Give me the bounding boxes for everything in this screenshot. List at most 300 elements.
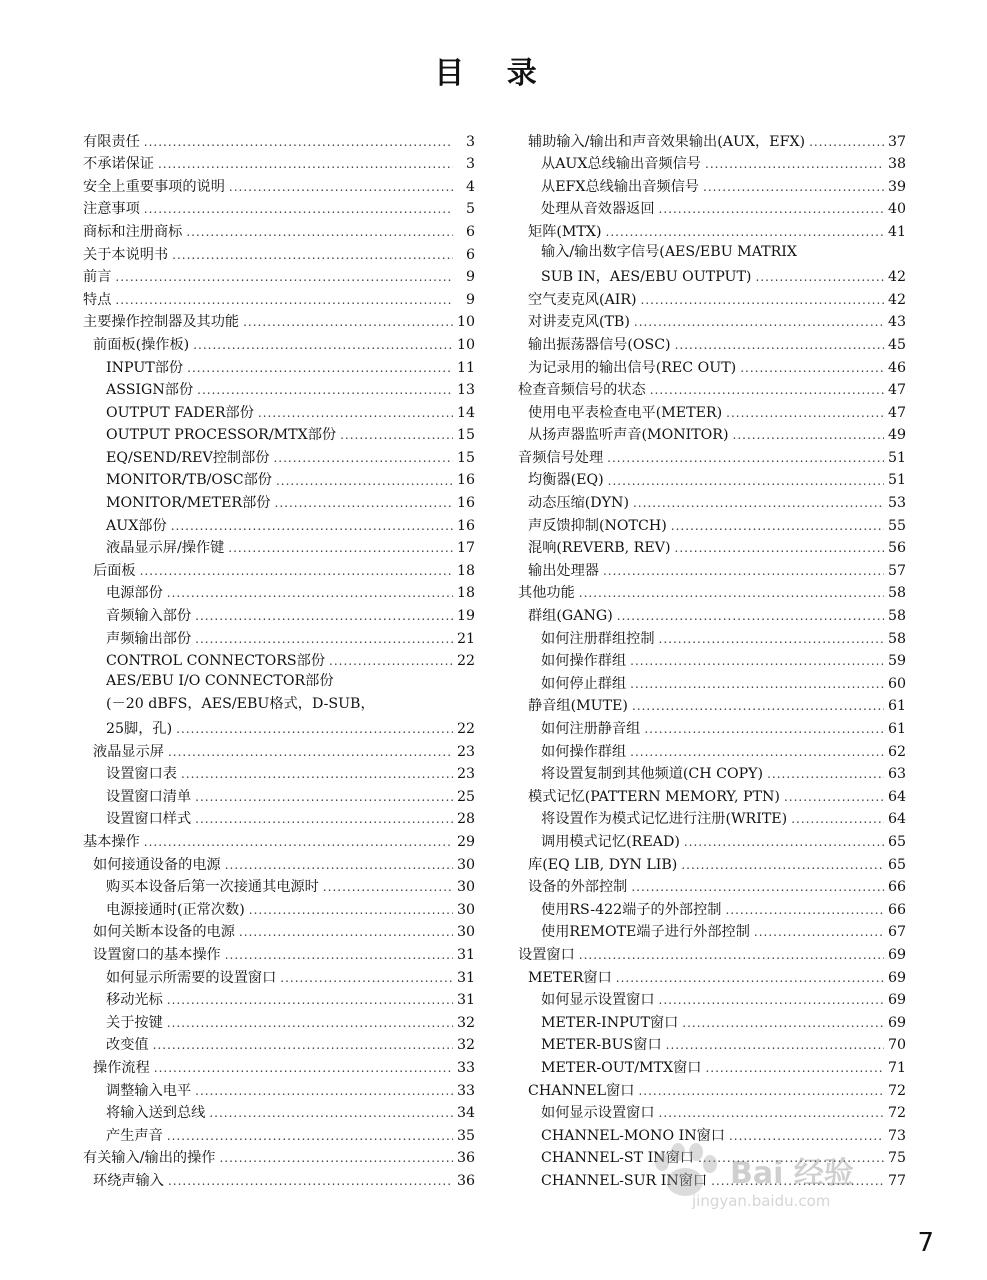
dot-leader: [140, 565, 453, 580]
toc-entry[interactable]: [518, 602, 906, 625]
toc-entry-title: 使用REMOTE端子进行外部控制: [541, 924, 750, 941]
toc-entry-page: 16: [456, 472, 475, 489]
toc-entry[interactable]: [83, 490, 475, 513]
toc-entry-title: 不承诺保证: [83, 156, 154, 173]
dot-leader: [633, 497, 884, 512]
dot-leader: [703, 181, 884, 196]
dot-leader: [630, 655, 884, 670]
toc-entry-title: OUTPUT PROCESSOR/MTX部份: [106, 427, 337, 444]
toc-entry[interactable]: [83, 761, 475, 784]
toc-entry-page: 42: [887, 291, 906, 308]
dot-leader: [171, 520, 453, 535]
toc-entry-page: 6: [465, 246, 475, 263]
toc-entry[interactable]: [518, 693, 906, 716]
toc-entry-page: 3: [465, 133, 475, 150]
toc-entry-title: 设置窗口: [518, 946, 575, 963]
toc-entry[interactable]: [83, 331, 475, 354]
toc-entry[interactable]: [518, 670, 906, 693]
toc-entry-page: 40: [887, 201, 906, 218]
toc-entry-title: 从EFX总线输出音频信号: [541, 178, 699, 195]
toc-entry-page: 62: [887, 743, 906, 760]
dot-leader: [144, 836, 453, 851]
dot-leader: [329, 655, 453, 670]
toc-entry-title: EQ/SEND/REV控制部份: [106, 449, 270, 466]
toc-entry-page: 4: [465, 178, 475, 195]
toc-entry-page: 6: [465, 223, 475, 240]
toc-entry-title: 设置窗口表: [106, 766, 177, 783]
toc-entry-title: 群组(GANG): [528, 608, 613, 625]
paw-icon: [640, 1140, 730, 1200]
toc-entry-title: 音频信号处理: [518, 449, 604, 466]
toc-entry[interactable]: [83, 422, 475, 445]
toc-entry[interactable]: [83, 783, 475, 806]
toc-entry-page: 66: [887, 879, 906, 896]
toc-entry-title: 如何操作群组: [541, 653, 627, 670]
toc-entry-title: 如何显示所需要的设置窗口: [106, 969, 277, 986]
toc-entry-title: 购买本设备后第一次接通其电源时: [106, 879, 319, 896]
toc-entry[interactable]: [83, 851, 475, 874]
toc-entry[interactable]: [518, 851, 906, 874]
dot-leader: [195, 1085, 453, 1100]
toc-entry-page: 32: [456, 1037, 475, 1054]
dot-leader: [641, 294, 884, 309]
dot-leader: [153, 1039, 453, 1054]
toc-entry[interactable]: [83, 828, 475, 851]
toc-entry[interactable]: [83, 648, 475, 671]
toc-entry-page: 71: [887, 1059, 906, 1076]
dot-leader: [659, 203, 884, 218]
dot-leader: [167, 587, 453, 602]
toc-entry-page: 30: [456, 901, 475, 918]
toc-entry[interactable]: [518, 512, 906, 535]
dot-leader: [176, 723, 453, 738]
dot-leader: [675, 339, 884, 354]
toc-entry[interactable]: [518, 987, 906, 1010]
toc-entry[interactable]: [518, 896, 906, 919]
toc-entry[interactable]: [83, 625, 475, 648]
toc-entry[interactable]: [83, 806, 475, 829]
watermark: [640, 1140, 940, 1250]
toc-entry-page: 18: [456, 585, 475, 602]
toc-entry-title: 后面板: [93, 562, 136, 579]
toc-entry[interactable]: [518, 874, 906, 897]
toc-entry[interactable]: [518, 151, 906, 174]
toc-entry[interactable]: [83, 444, 475, 467]
toc-entry[interactable]: [83, 354, 475, 377]
toc-entry-title: 设备的外部控制: [528, 879, 628, 896]
toc-entry-title: CHANNEL-SUR IN窗口: [541, 1172, 708, 1189]
dot-leader: [579, 587, 884, 602]
toc-entry-title: 设置窗口清单: [106, 788, 192, 805]
toc-entry[interactable]: [518, 919, 906, 942]
dot-leader: [631, 881, 884, 896]
toc-entry[interactable]: [83, 1167, 475, 1190]
toc-entry-title: 电源接通时(正常次数): [106, 901, 245, 918]
toc-entry-title: 关于本说明书: [83, 246, 169, 263]
dot-leader: [181, 768, 453, 783]
toc-entry-title: 关于按键: [106, 1014, 163, 1031]
dot-leader: [809, 136, 884, 151]
toc-entry-page: 31: [456, 992, 475, 1009]
toc-entry-page: 65: [887, 833, 906, 850]
toc-entry-page: 33: [456, 1059, 475, 1076]
toc-entry[interactable]: [518, 377, 906, 400]
toc-entry-page: 15: [456, 427, 475, 444]
toc-entry-title: AUX部份: [106, 517, 167, 534]
dot-leader: [193, 339, 453, 354]
toc-entry-title: 将输入送到总线: [106, 1105, 206, 1122]
toc-entry[interactable]: [518, 309, 906, 332]
page-number: 7: [917, 1228, 934, 1258]
toc-entry-page: 25: [456, 788, 475, 805]
toc-entry-title: 声频输出部份: [106, 630, 192, 647]
toc-entry[interactable]: [518, 625, 906, 648]
toc-entry[interactable]: [518, 128, 906, 151]
dot-leader: [225, 859, 453, 874]
toc-entry-page: 41: [887, 223, 906, 240]
toc-entry[interactable]: [83, 964, 475, 987]
toc-entry[interactable]: [518, 467, 906, 490]
toc-entry-title: 使用电平表检查电平(METER): [528, 404, 723, 421]
toc-entry[interactable]: [518, 761, 906, 784]
dot-leader: [705, 1062, 883, 1077]
toc-entry-page: 34: [456, 1105, 475, 1122]
toc-entry[interactable]: [83, 173, 475, 196]
dot-leader: [791, 813, 884, 828]
dot-leader: [243, 316, 453, 331]
dot-leader: [606, 226, 884, 241]
toc-entry[interactable]: [518, 331, 906, 354]
toc-entry-page: 69: [887, 1014, 906, 1031]
toc-entry-title: CHANNEL-MONO IN窗口: [541, 1127, 725, 1144]
toc-entry[interactable]: [83, 512, 475, 535]
dot-leader: [733, 429, 884, 444]
toc-entry[interactable]: [83, 218, 475, 241]
dot-leader: [186, 226, 453, 241]
toc-entry[interactable]: [83, 399, 475, 422]
toc-entry-title: 库(EQ LIB, DYN LIB): [528, 856, 678, 873]
toc-entry[interactable]: [83, 738, 475, 761]
dot-leader: [276, 475, 453, 490]
toc-entry-page: 15: [456, 449, 475, 466]
dot-leader: [239, 926, 453, 941]
toc-entry-page: 57: [887, 562, 906, 579]
toc-entry-page: 69: [887, 946, 906, 963]
toc-entry[interactable]: [518, 264, 906, 287]
toc-entry-page: 35: [456, 1127, 475, 1144]
dot-leader: [154, 1062, 453, 1077]
toc-entry-page: 30: [456, 879, 475, 896]
toc-entry[interactable]: [83, 987, 475, 1010]
toc-entry[interactable]: [518, 783, 906, 806]
dot-leader: [740, 362, 884, 377]
toc-entry-page: 53: [887, 495, 906, 512]
toc-entry[interactable]: [83, 264, 475, 287]
toc-entry-page: 77: [887, 1172, 906, 1189]
toc-entry-title: 前言: [83, 269, 112, 286]
toc-entry-title: 输出处理器: [528, 562, 599, 579]
toc-entry[interactable]: [83, 1100, 475, 1123]
dot-leader: [195, 610, 453, 625]
dot-leader: [630, 678, 884, 693]
toc-entry-page: 70: [887, 1037, 906, 1054]
dot-leader: [650, 384, 884, 399]
toc-entry[interactable]: [518, 286, 906, 309]
dot-leader: [681, 859, 884, 874]
toc-entry-continued: AES/EBU I/O CONNECTOR部份: [106, 673, 334, 690]
toc-entry-title: CHANNEL-ST IN窗口: [541, 1150, 694, 1167]
toc-entry[interactable]: [83, 1032, 475, 1055]
toc-entry[interactable]: [518, 738, 906, 761]
toc-entry[interactable]: [518, 218, 906, 241]
toc-entry-title: 安全上重要事项的说明: [83, 178, 225, 195]
dot-leader: [195, 791, 453, 806]
toc-entry-page: 72: [887, 1105, 906, 1122]
toc-entry-page: 23: [456, 743, 475, 760]
toc-entry[interactable]: [83, 580, 475, 603]
toc-entry[interactable]: [83, 151, 475, 174]
toc-entry-page: 47: [887, 382, 906, 399]
toc-entry-title: 液晶显示屏: [93, 743, 164, 760]
toc-entry[interactable]: [83, 1122, 475, 1145]
toc-entry[interactable]: [83, 1145, 475, 1168]
toc-entry-title: 如何操作群组: [541, 743, 627, 760]
toc-entry-continued: 输入/输出数字信号(AES/EBU MATRIX: [541, 243, 798, 260]
toc-entry[interactable]: [518, 444, 906, 467]
dot-leader: [767, 768, 884, 783]
dot-leader: [115, 271, 453, 286]
toc-entry[interactable]: [518, 941, 906, 964]
toc-entry[interactable]: [518, 1077, 906, 1100]
toc-entry[interactable]: [83, 286, 475, 309]
toc-entry-page: 17: [456, 540, 475, 557]
toc-entry-title: 有关输入/输出的操作: [83, 1150, 216, 1167]
toc-entry-page: 31: [456, 969, 475, 986]
toc-entry[interactable]: [83, 941, 475, 964]
toc-entry[interactable]: [83, 128, 475, 151]
toc-entry[interactable]: [518, 964, 906, 987]
toc-entry-page: 22: [456, 653, 475, 670]
toc-entry[interactable]: [83, 1054, 475, 1077]
toc-entry-title: 空气麦克风(AIR): [528, 291, 637, 308]
toc-entry-page: 58: [887, 630, 906, 647]
dot-leader: [755, 271, 883, 286]
toc-entry-continued: (－20 dBFS，AES/EBU格式，D-SUB，: [106, 695, 375, 712]
toc-entry[interactable]: [83, 196, 475, 219]
toc-entry-page: 36: [456, 1150, 475, 1167]
toc-entry-page: 72: [887, 1082, 906, 1099]
toc-entry-page: 11: [456, 359, 475, 376]
toc-entry[interactable]: [518, 828, 906, 851]
toc-entry-title: 矩阵(MTX): [528, 223, 602, 240]
toc-entry-page: 33: [456, 1082, 475, 1099]
toc-entry-title: 基本操作: [83, 833, 140, 850]
dot-leader: [630, 746, 884, 761]
toc-entry[interactable]: [518, 535, 906, 558]
dot-leader: [249, 904, 453, 919]
toc-entry[interactable]: [518, 173, 906, 196]
toc-entry-page: 61: [887, 698, 906, 715]
toc-entry-title: ASSIGN部份: [106, 382, 194, 399]
toc-entry-title: 为记录用的输出信号(REC OUT): [528, 359, 737, 376]
toc-entry-page: 75: [887, 1150, 906, 1167]
toc-entry[interactable]: [518, 1032, 906, 1055]
toc-entry-title: 检查音频信号的状态: [518, 382, 646, 399]
toc-entry-title: 前面板(操作板): [93, 336, 190, 353]
toc-entry-page: 9: [465, 269, 475, 286]
toc-entry-page: 66: [887, 901, 906, 918]
toc-entry-title: 如何关断本设备的电源: [93, 924, 235, 941]
toc-entry-title: 如何显示设置窗口: [541, 1105, 655, 1122]
toc-entry-title: 如何注册静音组: [541, 721, 641, 737]
dot-leader: [644, 723, 884, 738]
toc-entry-page: 64: [887, 788, 906, 805]
toc-entry-page: 39: [887, 178, 906, 195]
toc-entry[interactable]: [83, 1009, 475, 1032]
toc-entry-title: 环绕声输入: [93, 1172, 164, 1189]
toc-entry-page: 58: [887, 608, 906, 625]
watermark-url: jingyan.baidu.com: [692, 1192, 831, 1210]
dot-leader: [115, 294, 453, 309]
toc-entry-page: 64: [887, 811, 906, 828]
toc-entry[interactable]: [518, 580, 906, 603]
dot-leader: [784, 791, 884, 806]
dot-leader: [638, 1085, 883, 1100]
toc-entry-title: OUTPUT FADER部份: [106, 404, 254, 421]
dot-leader: [675, 542, 884, 557]
toc-entry-page: 67: [887, 924, 906, 941]
dot-leader: [608, 475, 884, 490]
toc-entry[interactable]: [83, 602, 475, 625]
toc-entry[interactable]: [518, 1100, 906, 1123]
toc-entry[interactable]: [518, 1009, 906, 1032]
toc-entry[interactable]: [518, 715, 906, 738]
toc-entry-title: SUB IN，AES/EBU OUTPUT): [541, 269, 752, 286]
toc-entry-page: 10: [456, 336, 475, 353]
toc-entry-page: 49: [887, 427, 906, 444]
toc-entry[interactable]: [83, 241, 475, 264]
dot-leader: [273, 452, 452, 467]
toc-entry[interactable]: [518, 196, 906, 219]
dot-leader: [229, 181, 453, 196]
toc-entry-title: METER-OUT/MTX窗口: [541, 1059, 702, 1076]
toc-entry-title: 混响(REVERB, REV): [528, 540, 671, 557]
toc-entry-title: 25脚，孔): [106, 721, 173, 737]
toc-entry[interactable]: [83, 535, 475, 558]
toc-entry-title: 调整输入电平: [106, 1082, 192, 1099]
toc-entry-page: 36: [456, 1172, 475, 1189]
toc-entry[interactable]: [518, 648, 906, 671]
toc-entry[interactable]: [83, 874, 475, 897]
toc-entry[interactable]: [518, 557, 906, 580]
dot-leader: [682, 1017, 884, 1032]
toc-entry[interactable]: [83, 919, 475, 942]
toc-entry[interactable]: [83, 715, 475, 738]
toc-entry-title: INPUT部份: [106, 359, 184, 376]
toc-entry[interactable]: [83, 557, 475, 580]
toc-entry-page: 73: [887, 1127, 906, 1144]
toc-entry-page: 10: [456, 314, 475, 331]
toc-entry-title: 声反馈抑制(NOTCH): [528, 517, 667, 534]
dot-leader: [659, 633, 884, 648]
toc-entry-title: 液晶显示屏/操作键: [106, 540, 225, 557]
toc-entry-title: 将设置作为模式记忆进行注册(WRITE): [541, 811, 788, 828]
watermark-brand: Bai 经验: [730, 1156, 854, 1191]
dot-leader: [280, 972, 453, 987]
toc-entry-page: 69: [887, 992, 906, 1009]
toc-entry[interactable]: [518, 490, 906, 513]
dot-leader: [617, 610, 884, 625]
dot-leader: [195, 813, 453, 828]
dot-leader: [167, 994, 453, 1009]
toc-entry-title: 移动光标: [106, 992, 163, 1009]
toc-entry-title: 设置窗口样式: [106, 811, 192, 828]
dot-leader: [726, 407, 884, 422]
toc-entry[interactable]: [518, 1054, 906, 1077]
toc-entry-page: 16: [456, 517, 475, 534]
dot-leader: [144, 203, 453, 218]
dot-leader: [228, 542, 453, 557]
toc-entry-page: 14: [456, 404, 475, 421]
dot-leader: [684, 836, 884, 851]
toc-entry[interactable]: [83, 309, 475, 332]
toc-entry-page: 38: [887, 156, 906, 173]
toc-entry[interactable]: [518, 422, 906, 445]
dot-leader: [666, 1039, 884, 1054]
toc-entry-title: 特点: [83, 291, 112, 308]
toc-entry[interactable]: [83, 467, 475, 490]
toc-entry-page: 60: [887, 675, 906, 692]
dot-leader: [340, 429, 453, 444]
toc-entry-page: 51: [887, 472, 906, 489]
toc-entry-page: 21: [456, 630, 475, 647]
toc-entry-title: 设置窗口的基本操作: [93, 946, 221, 963]
toc-entry-title: CHANNEL窗口: [528, 1082, 635, 1099]
toc-entry-title: 从AUX总线输出音频信号: [541, 156, 701, 173]
toc-entry-title: 静音组(MUTE): [528, 698, 628, 715]
toc-entry-page: 37: [887, 133, 906, 150]
dot-leader: [197, 384, 453, 399]
toc-entry-title: 主要操作控制器及其功能: [83, 314, 240, 331]
toc-entry-title: 使用RS-422端子的外部控制: [541, 901, 722, 918]
dot-leader: [225, 949, 453, 964]
dot-leader: [158, 158, 453, 173]
toc-entry-title: 其他功能: [518, 585, 575, 602]
toc-entry-page: 43: [887, 314, 906, 331]
toc-entry[interactable]: [518, 399, 906, 422]
toc-entry-title: 模式记忆(PATTERN MEMORY, PTN): [528, 788, 780, 805]
toc-entry[interactable]: [518, 806, 906, 829]
toc-entry[interactable]: [83, 896, 475, 919]
dot-leader: [616, 972, 884, 987]
dot-leader: [632, 700, 884, 715]
toc-entry-page: 16: [456, 495, 475, 512]
toc-entry-title: 商标和注册商标: [83, 223, 183, 240]
toc-entry-title: 操作流程: [93, 1059, 150, 1076]
dot-leader: [725, 904, 883, 919]
toc-entry-title: 有限责任: [83, 133, 140, 150]
toc-entry-page: 69: [887, 969, 906, 986]
toc-entry[interactable]: [83, 377, 475, 400]
toc-entry[interactable]: [83, 1077, 475, 1100]
dot-leader: [167, 1017, 453, 1032]
toc-entry-page: 63: [887, 766, 906, 783]
dot-leader: [634, 316, 884, 331]
toc-entry[interactable]: [518, 354, 906, 377]
dot-leader: [705, 158, 884, 173]
toc-entry-title: 输出振荡器信号(OSC): [528, 336, 671, 353]
dot-leader: [275, 497, 453, 512]
